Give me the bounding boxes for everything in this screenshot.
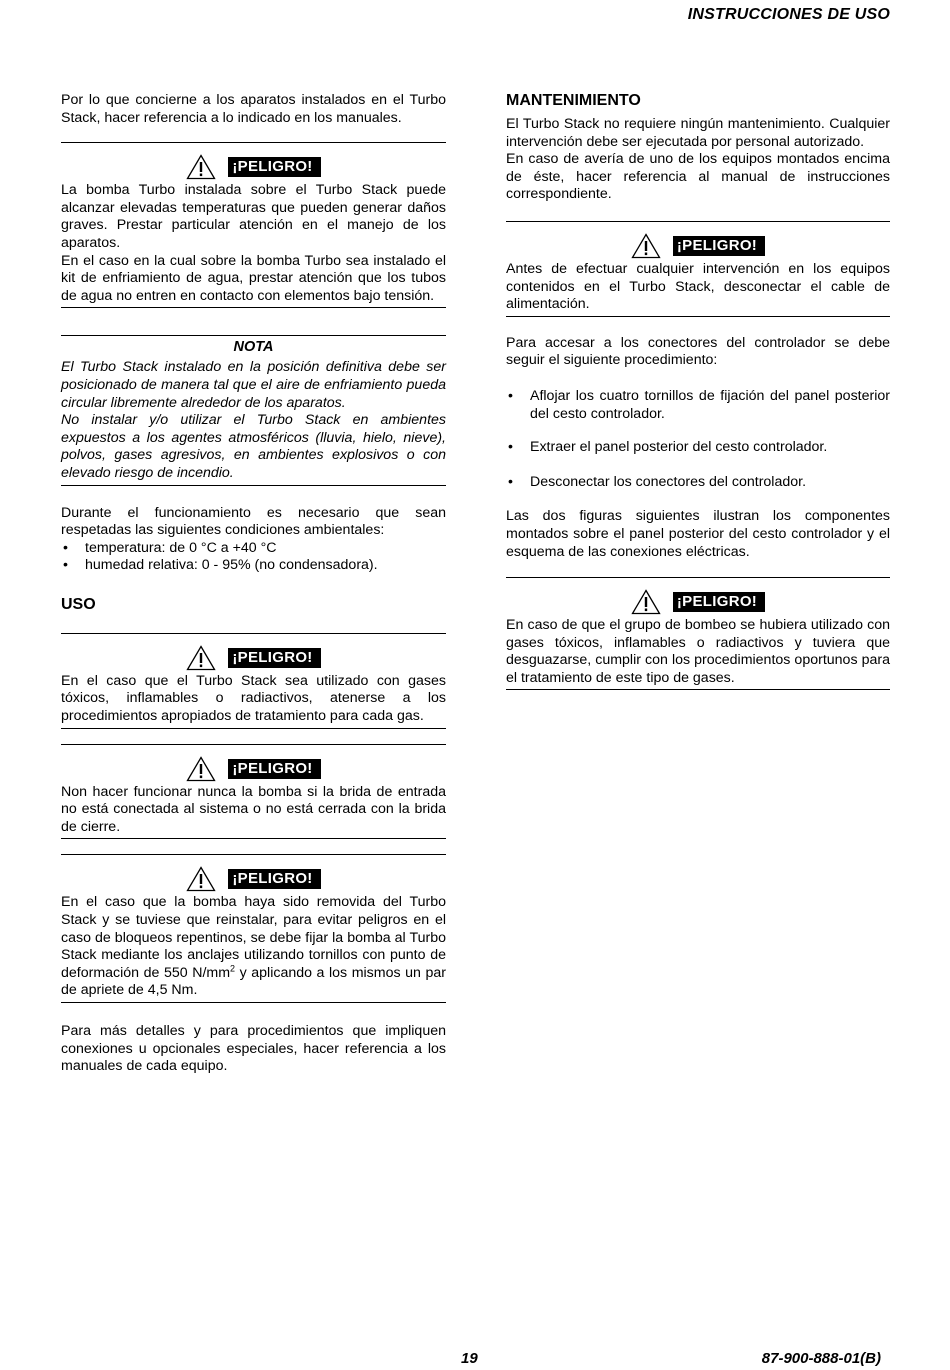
divider: [61, 142, 446, 143]
danger-header: [61, 866, 446, 892]
divider: [506, 689, 890, 690]
closing-paragraph: Para más detalles y para procedimientos que impliquen conexiones u opcionales especiales, hacer referencia a los manuales de cada equipo.: [61, 1023, 446, 1075]
danger-text: En caso de que el grupo de bombeo se hubiera utilizado con gases tóxicos, inflamables o radiactivos y tuviera que desguazarse, cumplir con los procedimientos oportunos para el tratamiento de este tipo de gases.: [506, 617, 890, 686]
divider: [61, 728, 446, 729]
warning-triangle-icon: [186, 154, 216, 180]
danger-badge: ¡PELIGRO!: [228, 869, 320, 889]
divider: [61, 1002, 446, 1003]
procedure-steps: [506, 388, 890, 491]
danger-header: [61, 756, 446, 782]
divider: [61, 838, 446, 839]
danger-header: [506, 233, 890, 259]
danger-text: En el caso en la cual sobre la bomba Turbo sea instalado el kit de enfriamiento de agua, prestar atención que los tubos de agua no entren en contacto con elementos bajo tensión.: [61, 252, 446, 304]
left-column: [61, 92, 446, 1076]
danger-badge: ¡PELIGRO!: [228, 157, 320, 177]
danger-badge: ¡PELIGRO!: [673, 592, 765, 612]
list-item: • temperatura: de 0 °C a +40 °C: [61, 540, 446, 558]
warning-triangle-icon: [186, 866, 216, 892]
danger-text: En el caso que el Turbo Stack sea utilizado con gases tóxicos, inflamables o radiactivos, atenerse a los procedimientos apropiados de tratamiento para cada gas.: [61, 672, 446, 725]
note-text: No instalar y/o utilizar el Turbo Stack en ambientes expuestos a los agentes atmosféricos (lluvia, hielo, nieve), polvos, gases agresivos, en ambientes explosivos o con elevado riesgo de incendio.: [61, 412, 446, 481]
divider: [61, 744, 446, 745]
divider: [506, 577, 890, 578]
intro-paragraph: Por lo que concierne a los aparatos instalados en el Turbo Stack, hacer referencia a lo indicado en los manuales.: [61, 92, 446, 126]
danger-text: La bomba Turbo instalada sobre el Turbo Stack puede alcanzar elevadas temperaturas que pueden generar daños graves. Prestar particular atención en el manejo de los aparatos.: [61, 182, 446, 251]
warning-triangle-icon: [631, 589, 661, 615]
divider: [506, 221, 890, 222]
section-title-mantenimiento: MANTENIMIENTO: [506, 92, 641, 109]
section-title-uso: USO: [61, 595, 96, 613]
list-item: • humedad relativa: 0 - 95% (no condensadora).: [61, 557, 446, 575]
danger-badge: ¡PELIGRO!: [673, 236, 765, 256]
divider: [61, 854, 446, 855]
divider: [506, 316, 890, 317]
warning-triangle-icon: [186, 756, 216, 782]
conditions-intro: Durante el funcionamiento es necesario que sean respetadas las siguientes condiciones ambientales:: [61, 504, 446, 539]
page-number: 19: [461, 1350, 478, 1367]
maintenance-text: El Turbo Stack no requiere ningún mantenimiento. Cualquier intervención debe ser ejecutada por personal autorizado.: [506, 116, 890, 150]
danger-badge: ¡PELIGRO!: [228, 648, 320, 668]
note-title: NOTA: [233, 339, 274, 356]
danger-text: Non hacer funcionar nunca la bomba si la brida de entrada no está conectada al sistema o no está cerrada con la brida de cierre.: [61, 783, 446, 835]
danger-text: Antes de efectuar cualquier intervención en los equipos contenidos en el Turbo Stack, desconectar el cable de alimentación.: [506, 260, 890, 313]
access-intro: Para accesar a los conectores del controlador se debe seguir el siguiente procedimiento:: [506, 334, 890, 369]
divider: [61, 633, 446, 634]
conditions-list: [61, 540, 446, 575]
document-code: 87-900-888-01(B): [761, 1350, 881, 1367]
danger-text-part: y aplicando a los mismos un par de apriete de 4,5 Nm.: [61, 964, 446, 999]
superscript: 2: [230, 963, 236, 974]
warning-triangle-icon: [631, 233, 661, 259]
danger-text-part: En el caso que la bomba haya sido removida del Turbo Stack y se tuviese que reinstalar, para evitar peligros en el caso de bloqueos repentinos, se debe fijar la bomba al Turbo Stack mediante los anclajes utilizando tornillos con punto de deformación de 550 N/mm: [61, 894, 446, 981]
page-header-title: INSTRUCCIONES DE USO: [687, 6, 890, 23]
divider: [61, 485, 446, 486]
danger-text: [61, 894, 446, 1000]
list-item: • Aflojar los cuatro tornillos de fijación del panel posterior del cesto controlador.: [506, 388, 890, 423]
figures-paragraph: Las dos figuras siguientes ilustran los componentes montados sobre el panel posterior del cesto controlador y el esquema de las conexiones eléctricas.: [506, 508, 890, 560]
list-item: • Extraer el panel posterior del cesto controlador.: [506, 439, 890, 457]
divider: [61, 307, 446, 308]
maintenance-text: En caso de avería de uno de los equipos montados encima de éste, hacer referencia al manual de instrucciones correspondiente.: [506, 151, 890, 203]
danger-header: [61, 154, 446, 180]
danger-header: [506, 589, 890, 615]
danger-badge: ¡PELIGRO!: [228, 759, 320, 779]
list-item: • Desconectar los conectores del controlador.: [506, 474, 890, 492]
right-column: [506, 92, 890, 690]
note-text: El Turbo Stack instalado en la posición definitiva debe ser posicionado de manera tal que el aire de enfriamiento pueda circular libremente alrededor de los aparatos.: [61, 359, 446, 411]
divider: [61, 335, 446, 336]
danger-header: [61, 645, 446, 671]
warning-triangle-icon: [186, 645, 216, 671]
